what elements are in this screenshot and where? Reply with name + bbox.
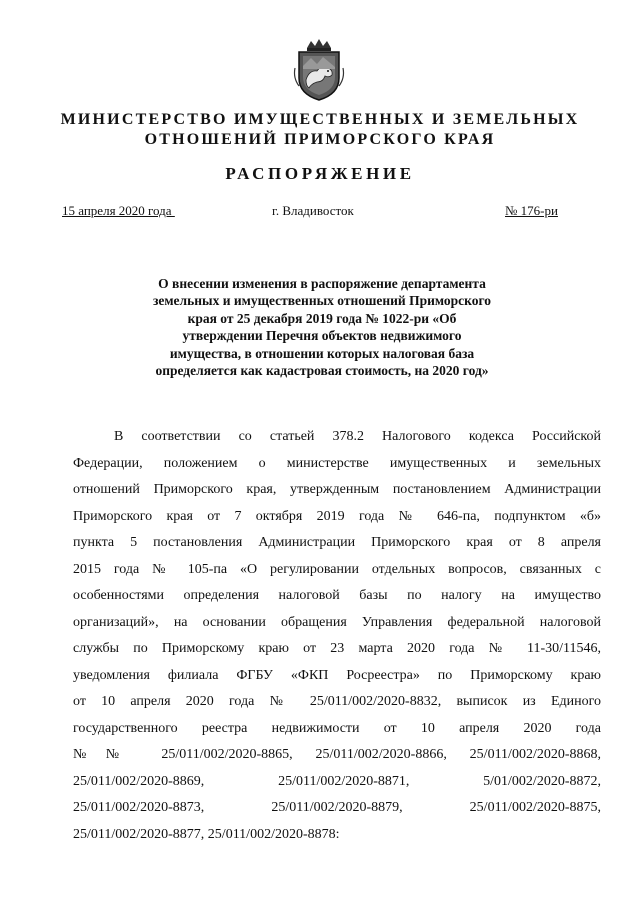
document-title xyxy=(150,275,494,379)
title-line: определяется как кадастровая стоимость, на 2020 год» xyxy=(155,363,489,379)
body-line: уведомления филиала ФГБУ «ФКП Росреестра» по Приморскому краю xyxy=(73,667,601,683)
body-line: В соответствии со статьей 378.2 Налогового кодекса Российской xyxy=(114,429,601,444)
title-line: земельных и имущественных отношений Приморского xyxy=(152,293,492,309)
body-line: Федерации, положением о министерстве имущественных и земельных xyxy=(73,455,601,471)
document-type-heading: РАСПОРЯЖЕНИЕ xyxy=(225,164,415,183)
body-line: 25/011/002/2020-8869, 25/011/002/2020-8871, 5/01/002/2020-8872, xyxy=(73,773,601,789)
body-line: особенностями определения налоговой базы по налогу на имущество xyxy=(73,588,601,603)
body-line: организаций», на основании обращения Управления федеральной налоговой xyxy=(73,614,601,630)
body-line: 25/011/002/2020-8873, 25/011/002/2020-8879, 25/011/002/2020-8875, xyxy=(73,800,601,815)
coat-of-arms-icon xyxy=(289,38,349,102)
title-line: О внесении изменения в распоряжение департамента xyxy=(158,276,486,291)
body-line: пункта 5 постановления Администрации Приморского края от 8 апреля xyxy=(73,535,601,550)
document-date: 15 апреля 2020 года xyxy=(62,203,175,218)
body-line: Приморского края от 7 октября 2019 года № 646-па, подпунктом «б» xyxy=(73,508,601,524)
ministry-name-line1: МИНИСТЕРСТВО ИМУЩЕСТВЕННЫХ И ЗЕМЕЛЬНЫХ xyxy=(60,111,580,128)
body-line: государственного реестра недвижимости от 10 апреля 2020 года xyxy=(73,720,601,736)
title-line: имущества, в отношении которых налоговая база xyxy=(169,345,475,361)
title-line: края от 25 декабря 2019 года № 1022-ри «Об xyxy=(187,310,457,326)
body-line: службы по Приморскому краю от 23 марта 2020 года № 11-30/11546, xyxy=(73,641,601,656)
title-line: утверждении Перечня объектов недвижимого xyxy=(182,328,462,344)
body-line: 2015 года № 105-па «О регулировании отдельных вопросов, связанных с xyxy=(73,561,601,577)
document-city: г. Владивосток xyxy=(272,203,354,218)
body-line: от 10 апреля 2020 года № 25/011/002/2020-8832, выписок из Единого xyxy=(73,694,601,709)
document-number: № 176-ри xyxy=(505,203,558,218)
ministry-name-line2: ОТНОШЕНИЙ ПРИМОРСКОГО КРАЯ xyxy=(144,131,496,148)
body-line: №№ 25/011/002/2020-8865, 25/011/002/2020-8866, 25/011/002/2020-8868, xyxy=(73,747,601,762)
body-line: 25/011/002/2020-8877, 25/011/002/2020-8878: xyxy=(73,826,340,842)
document-body xyxy=(73,424,601,848)
body-line: отношений Приморского края, утвержденным постановлением Администрации xyxy=(73,482,601,497)
